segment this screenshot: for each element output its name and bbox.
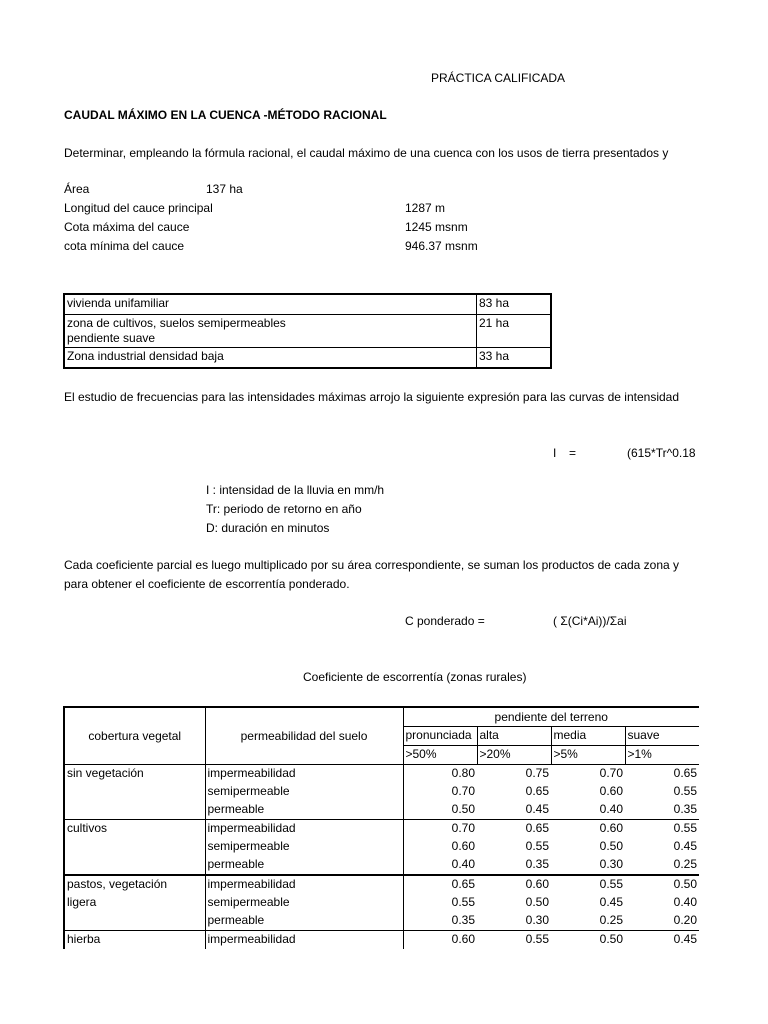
land-use-row	[64, 348, 551, 369]
c-ponderado-label: C ponderado =	[405, 614, 485, 628]
cell-coeficiente: 0.60	[599, 784, 623, 798]
intro-text: Determinar, empleando la fórmula racional, el caudal máximo de una cuenca con los usos de tierra presentados y	[64, 146, 669, 160]
cell-permeabilidad: impermeabilidad	[205, 875, 403, 894]
land-use-row	[64, 294, 551, 315]
cell-coeficiente: 0.50	[625, 875, 699, 894]
cell-coeficiente: 0.80	[451, 766, 475, 780]
coefficient-text-line-2: para obtener el coeficiente de escorrentía ponderado.	[64, 577, 350, 591]
cell-cobertura	[64, 783, 205, 801]
cell-coeficiente: 0.75	[525, 766, 549, 780]
document-title: CAUDAL MÁXIMO EN LA CUENCA -MÉTODO RACIONAL	[64, 108, 387, 122]
land-use-type: Zona industrial densidad baja	[64, 348, 477, 369]
cell-coeficiente: 0.60	[451, 839, 475, 853]
table-row	[64, 801, 699, 820]
table-row	[64, 931, 699, 950]
param-min-elev-value: 946.37 msnm	[405, 239, 478, 253]
frequency-text: El estudio de frecuencias para las intensidades máximas arrojo la siguiente expresión para las curvas de intensidad	[64, 390, 680, 404]
land-use-table	[63, 293, 552, 369]
header-slope-range: >50%	[403, 746, 477, 765]
cell-cobertura	[64, 801, 205, 820]
cell-coeficiente: 0.65	[477, 820, 551, 839]
cell-coeficiente: 0.40	[673, 895, 697, 909]
definition-return-period: Tr: periodo de retorno en año	[206, 502, 362, 516]
formula-expression: (615*Tr^0.18	[627, 446, 696, 460]
cell-cobertura	[64, 838, 205, 856]
cell-coeficiente: 0.25	[599, 913, 623, 927]
table-row	[64, 912, 699, 931]
param-max-elev-value: 1245 msnm	[405, 220, 468, 234]
cell-coeficiente: 0.50	[525, 895, 549, 909]
table-header-row	[64, 707, 699, 727]
coefficient-text-line-1: Cada coeficiente parcial es luego multiplicado por su área correspondiente, se suman los productos de cada zona y	[64, 558, 680, 572]
cell-coeficiente: 0.25	[673, 857, 697, 871]
table-row	[64, 820, 699, 839]
param-length-value: 1287 m	[405, 201, 446, 215]
table-row	[64, 765, 699, 784]
cell-coeficiente: 0.55	[525, 839, 549, 853]
cell-coeficiente: 0.45	[599, 895, 623, 909]
cell-cobertura: hierba	[64, 931, 205, 950]
cell-permeabilidad: impermeabilidad	[205, 765, 403, 784]
cell-coeficiente: 0.35	[451, 913, 475, 927]
land-use-type	[64, 315, 477, 348]
land-use-row	[64, 315, 551, 348]
cell-coeficiente: 0.45	[525, 802, 549, 816]
cell-coeficiente: 0.50	[599, 839, 623, 853]
cell-coeficiente: 0.40	[451, 857, 475, 871]
cell-coeficiente: 0.40	[599, 802, 623, 816]
land-use-area: 21 ha	[477, 315, 552, 348]
land-use-type-line: pendiente suave	[67, 331, 156, 345]
coefficient-table-title: Coeficiente de escorrentía (zonas rurales)	[303, 670, 527, 684]
cell-coeficiente: 0.60	[403, 931, 477, 950]
cell-coeficiente: 0.55	[477, 931, 551, 950]
cell-coeficiente: 0.55	[551, 875, 625, 894]
cell-coeficiente: 0.70	[599, 766, 623, 780]
header-slope-name: alta	[477, 727, 551, 746]
cell-coeficiente: 0.55	[625, 820, 699, 839]
definition-intensity: I : intensidad de la lluvia en mm/h	[206, 483, 385, 497]
header-slope-range: >5%	[551, 746, 625, 765]
runoff-coefficient-table	[63, 706, 699, 949]
cell-coeficiente: 0.35	[673, 802, 697, 816]
header-pendiente: pendiente del terreno	[494, 709, 608, 724]
cell-coeficiente: 0.70	[451, 784, 475, 798]
param-max-elev-label: Cota máxima del cauce	[64, 220, 190, 234]
cell-coeficiente: 0.45	[673, 839, 697, 853]
cell-coeficiente: 0.20	[673, 913, 697, 927]
cell-permeabilidad: permeable	[205, 856, 403, 875]
param-area-label: Área	[64, 182, 90, 196]
cell-coeficiente: 0.65	[525, 784, 549, 798]
cell-coeficiente: 0.45	[625, 931, 699, 950]
header-slope-name: suave	[625, 727, 699, 746]
cell-cobertura: pastos, vegetación	[64, 875, 205, 894]
cell-coeficiente: 0.50	[551, 931, 625, 950]
header-slope-name: pronunciada	[403, 727, 477, 746]
cell-coeficiente: 0.50	[451, 802, 475, 816]
cell-coeficiente: 0.35	[525, 857, 549, 871]
cell-cobertura: sin vegetación	[64, 765, 205, 784]
land-use-area: 33 ha	[477, 348, 552, 369]
cell-permeabilidad: impermeabilidad	[205, 931, 403, 950]
land-use-type: vivienda unifamiliar	[64, 294, 477, 315]
cell-permeabilidad: impermeabilidad	[205, 820, 403, 839]
page-heading: PRÁCTICA CALIFICADA	[431, 71, 566, 85]
header-cobertura: cobertura vegetal	[64, 707, 205, 765]
cell-permeabilidad: permeable	[205, 801, 403, 820]
header-permeabilidad: permeabilidad del suelo	[205, 707, 403, 765]
cell-coeficiente: 0.65	[403, 875, 477, 894]
cell-coeficiente: 0.60	[477, 875, 551, 894]
cell-cobertura	[64, 912, 205, 931]
cell-coeficiente: 0.65	[673, 766, 697, 780]
cell-coeficiente: 0.30	[525, 913, 549, 927]
formula-symbol: I	[553, 446, 557, 460]
header-slope-name: media	[551, 727, 625, 746]
formula-equals: =	[569, 446, 577, 460]
cell-cobertura	[64, 856, 205, 875]
cell-coeficiente: 0.70	[403, 820, 477, 839]
land-use-area: 83 ha	[477, 294, 552, 315]
header-slope-range: >20%	[477, 746, 551, 765]
param-min-elev-label: cota mínima del cauce	[64, 239, 185, 253]
header-slope-range: >1%	[625, 746, 699, 765]
cell-cobertura: cultivos	[64, 820, 205, 839]
table-row	[64, 856, 699, 875]
table-row	[64, 875, 699, 894]
param-area-value: 137 ha	[206, 182, 243, 196]
cell-permeabilidad: semipermeable	[205, 894, 403, 912]
cell-permeabilidad: semipermeable	[205, 783, 403, 801]
cell-coeficiente: 0.55	[451, 895, 475, 909]
c-ponderado-expression: ( Σ(Ci*Ai))/Σai	[553, 614, 627, 628]
cell-permeabilidad: semipermeable	[205, 838, 403, 856]
table-row	[64, 894, 699, 912]
cell-permeabilidad: permeable	[205, 912, 403, 931]
cell-coeficiente: 0.55	[673, 784, 697, 798]
cell-coeficiente: 0.60	[551, 820, 625, 839]
cell-coeficiente: 0.30	[599, 857, 623, 871]
table-row	[64, 838, 699, 856]
table-row	[64, 783, 699, 801]
cell-cobertura: ligera	[64, 894, 205, 912]
param-length-label: Longitud del cauce principal	[64, 201, 213, 215]
definition-duration: D: duración en minutos	[206, 521, 330, 535]
land-use-type-line: zona de cultivos, suelos semipermeables	[67, 316, 286, 330]
